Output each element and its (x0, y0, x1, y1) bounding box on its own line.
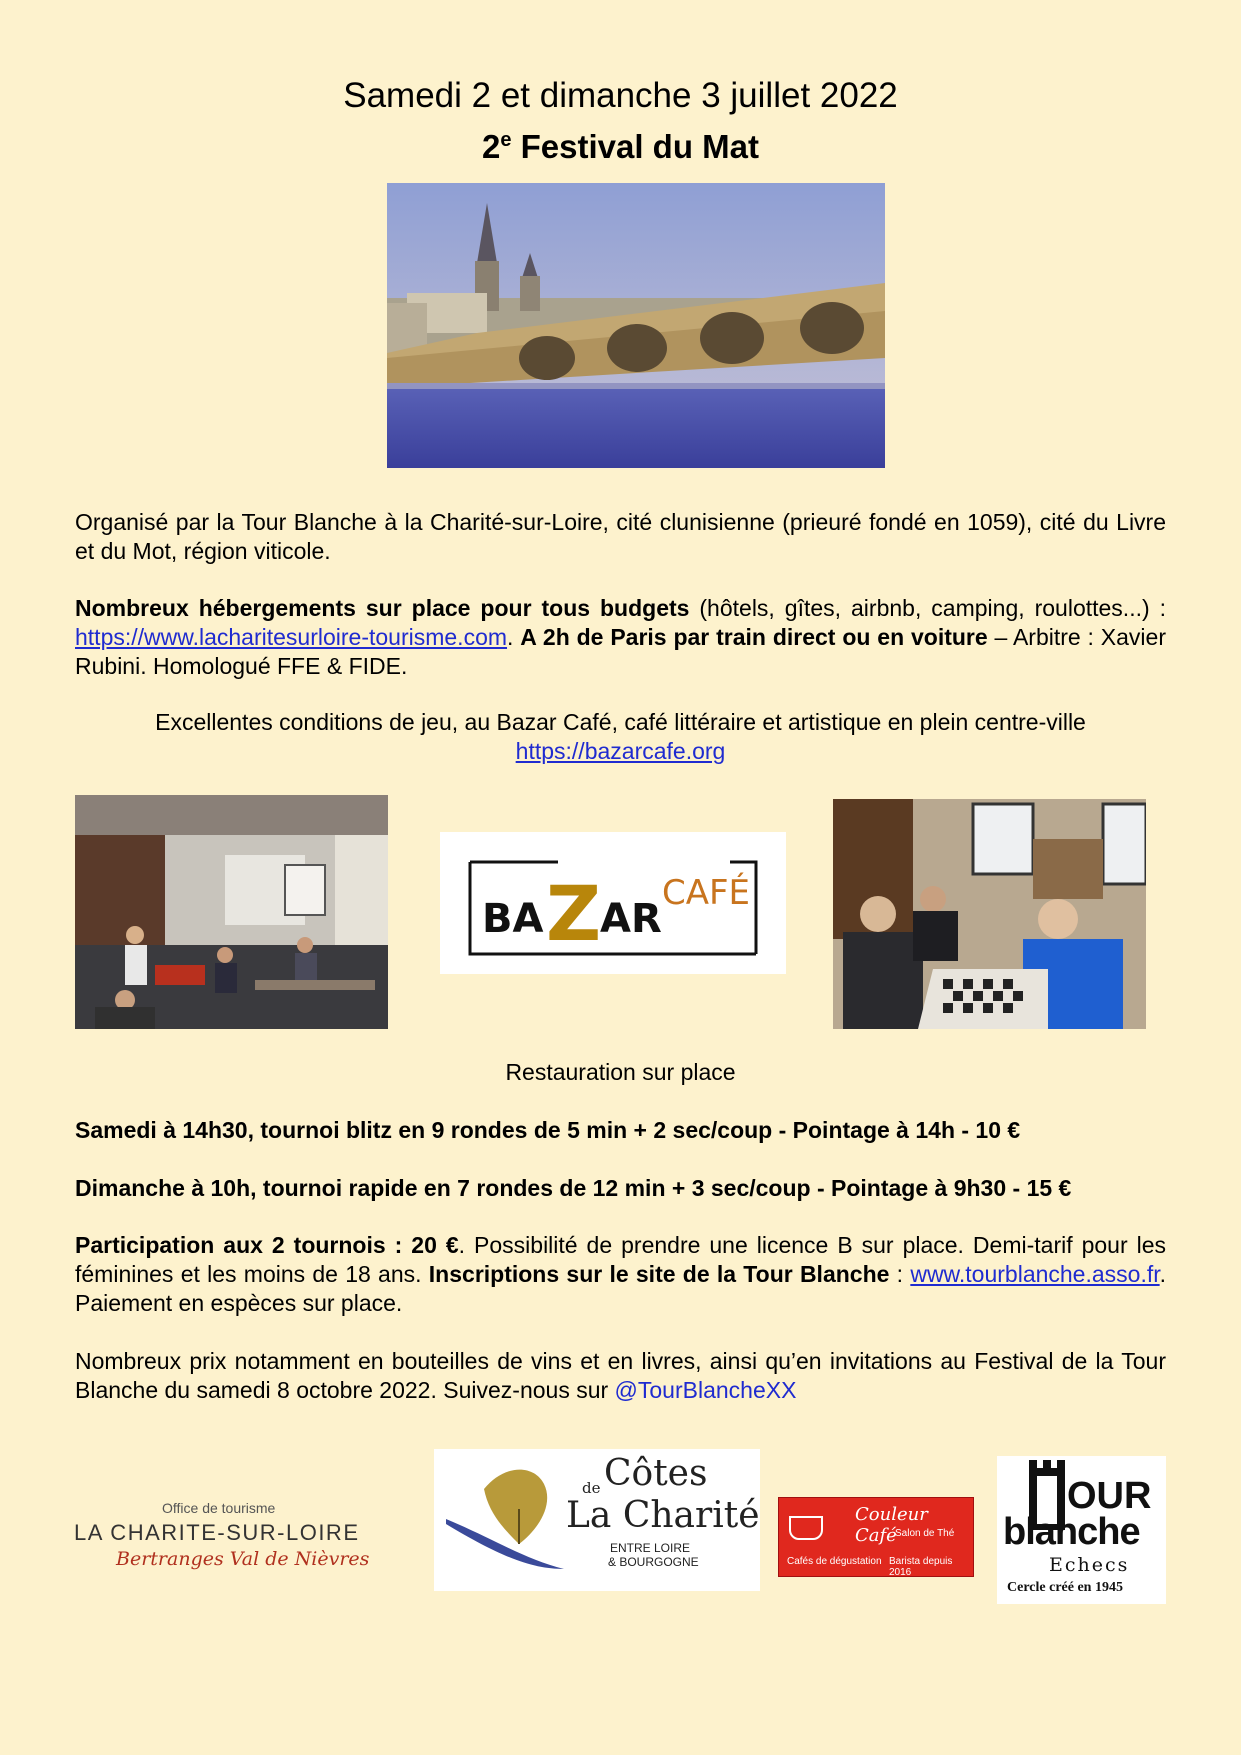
tourisme-line1: Office de tourisme (162, 1500, 276, 1516)
town-bridge-photo (387, 183, 885, 468)
participation-text-2: : (889, 1261, 911, 1287)
event-dates: Samedi 2 et dimanche 3 juillet 2022 (343, 76, 898, 115)
tour-line4: Cercle créé en 1945 (1007, 1580, 1123, 1595)
lodging-text-2: . (507, 624, 521, 650)
social-handle[interactable]: @TourBlancheXX (614, 1377, 797, 1403)
bazar-text-ba: BA (482, 896, 544, 942)
participation-text-3: . Paiement en espèces sur place. (75, 1261, 1167, 1316)
bazar-text-ar: AR (600, 896, 662, 942)
saturday-tournament: Samedi à 14h30, tournoi blitz en 9 rondes de 5 min + 2 sec/coup - Pointage à 14h - 10 € (75, 1117, 1021, 1143)
participation-text-1: . Possibilité de prendre une licence B sur place. Demi-tarif pour les féminines et les moins de 18 ans. (75, 1232, 1167, 1287)
tourblanche-link[interactable]: www.tourblanche.asso.fr (910, 1261, 1160, 1287)
tour-line1: OUR (1067, 1475, 1152, 1517)
lodging-bold-2: A 2h de Paris par train direct ou en voiture (520, 624, 988, 650)
couleur-sub: Salon de Thé (895, 1528, 955, 1539)
festival-number: 2 (481, 128, 501, 165)
cotes-line1: Côtes (604, 1453, 708, 1494)
lodging-paragraph (75, 594, 1166, 681)
cup-icon (789, 1516, 823, 1540)
intro-paragraph: Organisé par la Tour Blanche à la Charité-sur-Loire, cité clunisienne (prieuré fondé en 1059), cité du Livre et du Mot, région viticole. (75, 509, 1166, 564)
tour-blanche-logo (997, 1456, 1166, 1604)
tourisme-logo (60, 1488, 420, 1578)
festival-title (0, 118, 1241, 169)
festival-name: Festival du Mat (511, 128, 760, 165)
catering-text: Restauration sur place (505, 1059, 736, 1085)
couleur-name: Couleur Café (855, 1504, 928, 1546)
cotes-line2: La Charité (566, 1495, 760, 1536)
cotes-line4: & BOURGOGNE (608, 1555, 699, 1569)
venue-text: Excellentes conditions de jeu, au Bazar Café, café littéraire et artistique en plein centre-ville (155, 709, 1086, 735)
bazar-text-cafe: CAFÉ (662, 873, 751, 913)
bazar-text-z: Z (546, 869, 602, 958)
tour-line3: Echecs (1049, 1554, 1130, 1576)
tourisme-line2: LA CHARITE-SUR-LOIRE (74, 1520, 360, 1545)
venue-hall-photo (75, 795, 388, 1029)
participation-bold-1: Participation aux 2 tournois : 20 € (75, 1232, 459, 1258)
venue-paragraph (75, 708, 1166, 766)
sunday-tournament: Dimanche à 10h, tournoi rapide en 7 rondes de 12 min + 3 sec/coup - Pointage à 9h30 - 15 € (75, 1175, 1072, 1201)
couleur-cafe-logo (778, 1497, 974, 1577)
chess-players-photo (833, 799, 1146, 1029)
bazar-cafe-logo (440, 832, 786, 974)
lodging-text-1: (hôtels, gîtes, airbnb, camping, roulottes...) : (689, 595, 1166, 621)
festival-sup: e (500, 129, 512, 151)
cotes-de: de (582, 1479, 601, 1497)
tour-line2: blanche (1003, 1511, 1140, 1553)
cotes-de-la-charite-logo (434, 1449, 760, 1591)
couleur-left: Cafés de dégustation (787, 1556, 882, 1567)
participation-paragraph (75, 1231, 1166, 1318)
prizes-text: Nombreux prix notamment en bouteilles de vins et en livres, ainsi qu’en invitations au Festival de la Tour Blanche du samedi 8 octobre 2022. Suivez-nous sur (75, 1348, 1166, 1403)
prizes-paragraph (75, 1347, 1166, 1405)
lodging-text-3: – Arbitre : Xavier Rubini. Homologué FFE & FIDE. (75, 624, 1166, 679)
cotes-line3: ENTRE LOIRE (610, 1541, 691, 1555)
lodging-bold-1: Nombreux hébergements sur place pour tous budgets (75, 595, 690, 621)
participation-bold-2: Inscriptions sur le site de la Tour Blanche (428, 1261, 890, 1287)
couleur-right: Barista depuis 2016 (889, 1556, 953, 1578)
bazarcafe-link[interactable]: https://bazarcafe.org (515, 738, 726, 764)
tourism-link[interactable]: https://www.lacharitesurloire-tourisme.com (75, 624, 508, 650)
tourisme-line3: Bertranges Val de Nièvres (116, 1548, 370, 1570)
